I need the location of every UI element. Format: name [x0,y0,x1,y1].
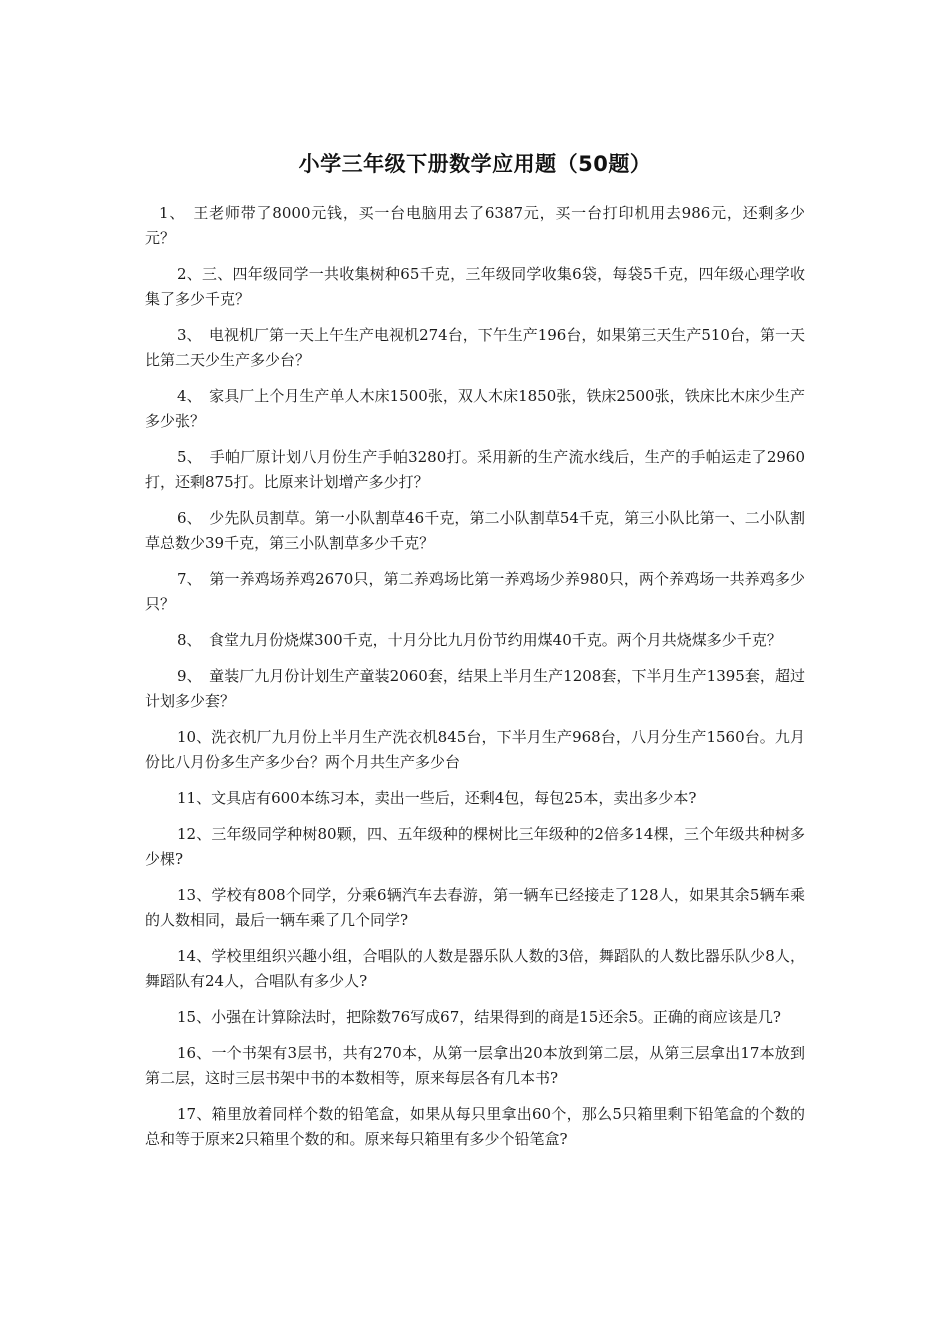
problem-10: 10、洗衣机厂九月份上半月生产洗衣机845台，下半月生产968台，八月分生产1560台。九月份比八月份多生产多少台？两个月共生产多少台 [145,728,805,771]
problem-16: 16、一个书架有3层书，共有270本，从第一层拿出20本放到第二层，从第三层拿出17本放到第二层，这时三层书架中书的本数相等，原来每层各有几本书? [145,1044,805,1087]
problem-6: 6、 少先队员割草。第一小队割草46千克，第二小队割草54千克，第三小队比第一、二小队割草总数少39千克，第三小队割草多少千克？ [145,509,805,552]
problem-15: 15、小强在计算除法时，把除数76写成67，结果得到的商是15还余5。正确的商应该是几? [177,1008,781,1026]
problem-7: 7、 第一养鸡场养鸡2670只，第二养鸡场比第一养鸡场少养980只，两个养鸡场一共养鸡多少只？ [145,570,805,613]
problem-4: 4、 家具厂上个月生产单人木床1500张，双人木床1850张，铁床2500张，铁床比木床少生产多少张？ [145,387,805,430]
problem-12: 12、三年级同学种树80颗，四、五年级种的棵树比三年级种的2倍多14棵，三个年级共种树多少棵? [145,825,805,868]
problem-1: 1、 王老师带了8000元钱，买一台电脑用去了6387元，买一台打印机用去986元，还剩多少元？ [145,204,805,247]
page-title: 小学三年级下册数学应用题（50题） [298,152,652,176]
problem-17: 17、箱里放着同样个数的铅笔盒，如果从每只里拿出60个，那么5只箱里剩下铅笔盒的个数的总和等于原来2只箱里个数的和。原来每只箱里有多少个铅笔盒? [145,1105,805,1148]
problem-3: 3、 电视机厂第一天上午生产电视机274台，下午生产196台，如果第三天生产510台，第一天比第二天少生产多少台？ [145,326,805,369]
problem-8: 8、 食堂九月份烧煤300千克，十月分比九月份节约用煤40千克。两个月共烧煤多少千克？ [177,631,782,649]
problem-11: 11、文具店有600本练习本，卖出一些后，还剩4包，每包25本，卖出多少本? [177,789,697,807]
problem-2: 2、三、四年级同学一共收集树种65千克，三年级同学收集6袋，每袋5千克，四年级心理学收集了多少千克？ [145,265,805,308]
problem-5: 5、 手帕厂原计划八月份生产手帕3280打。采用新的生产流水线后，生产的手帕运走了2960打，还剩875打。比原来计划增产多少打？ [145,448,805,491]
problem-14: 14、学校里组织兴趣小组，合唱队的人数是器乐队人数的3倍，舞蹈队的人数比器乐队少8人，舞蹈队有24人，合唱队有多少人? [145,947,805,990]
problem-9: 9、 童装厂九月份计划生产童装2060套，结果上半月生产1208套，下半月生产1395套，超过计划多少套？ [145,667,805,710]
problem-13: 13、学校有808个同学，分乘6辆汽车去春游，第一辆车已经接走了128人，如果其余5辆车乘的人数相同，最后一辆车乘了几个同学? [145,886,805,929]
problem-list [145,201,805,1163]
